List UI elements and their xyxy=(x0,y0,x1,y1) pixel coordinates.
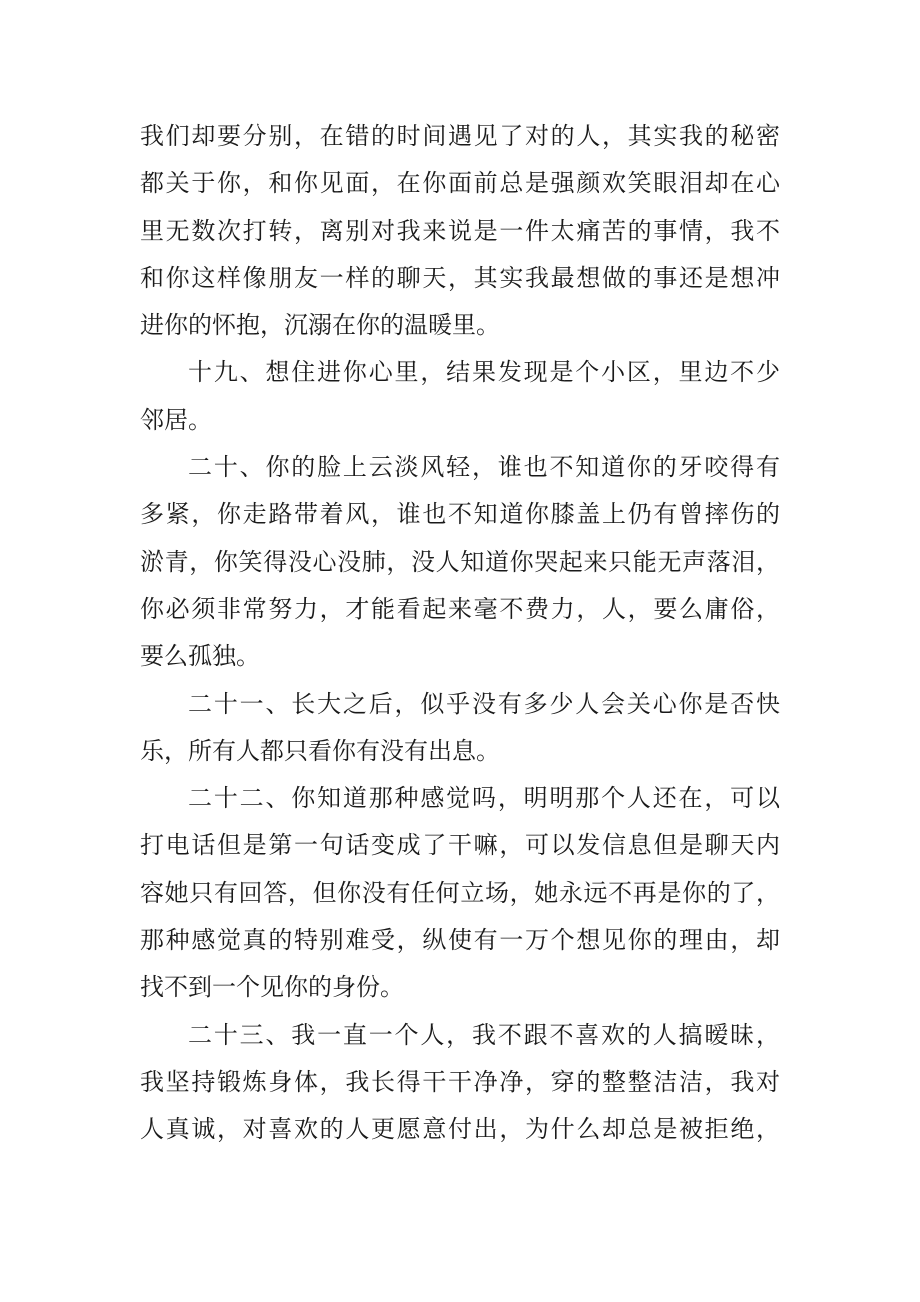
text-line: 二十一、长大之后，似乎没有多少人会关心你是否快 xyxy=(188,689,780,718)
text-line: 我坚持锻炼身体，我长得干干净净，穿的整整洁洁，我对 xyxy=(140,1067,780,1096)
text-line: 二十、你的脸上云淡风轻，谁也不知道你的牙咬得有 xyxy=(188,453,780,482)
document-page xyxy=(140,113,780,1154)
paragraph-23 xyxy=(140,1012,780,1154)
text-line: 要么孤独。 xyxy=(140,642,260,671)
text-line: 邻居。 xyxy=(140,405,212,434)
text-line: 二十三、我一直一个人，我不跟不喜欢的人搞暧昧， xyxy=(188,1020,780,1049)
text-line: 多紧，你走路带着风，谁也不知道你膝盖上仍有曾摔伤的 xyxy=(140,500,780,529)
text-line: 淤青，你笑得没心没肺，没人知道你哭起来只能无声落泪， xyxy=(140,547,780,576)
text-line: 那种感觉真的特别难受，纵使有一万个想见你的理由，却 xyxy=(140,926,780,955)
text-line: 进你的怀抱，沉溺在你的温暖里。 xyxy=(140,311,500,340)
paragraph-20 xyxy=(140,444,780,680)
paragraph-22 xyxy=(140,775,780,1011)
text-line: 人真诚，对喜欢的人更愿意付出，为什么却总是被拒绝， xyxy=(140,1115,780,1144)
text-line: 都关于你，和你见面，在你面前总是强颜欢笑眼泪却在心 xyxy=(140,169,780,198)
text-line: 二十二、你知道那种感觉吗，明明那个人还在，可以 xyxy=(188,784,780,813)
paragraph-21 xyxy=(140,681,780,776)
text-line: 乐，所有人都只看你有没有出息。 xyxy=(140,736,500,765)
text-line: 找不到一个见你的身份。 xyxy=(140,973,404,1002)
paragraph-18-continued xyxy=(140,113,780,349)
text-line: 十九、想住进你心里，结果发现是个小区，里边不少 xyxy=(188,358,780,387)
text-line: 你必须非常努力，才能看起来毫不费力，人，要么庸俗， xyxy=(140,594,780,623)
text-line: 我们却要分别，在错的时间遇见了对的人，其实我的秘密 xyxy=(140,122,780,150)
text-line: 和你这样像朋友一样的聊天，其实我最想做的事还是想冲 xyxy=(140,263,780,292)
text-line: 容她只有回答，但你没有任何立场，她永远不再是你的了， xyxy=(140,878,780,907)
paragraph-19 xyxy=(140,349,780,444)
text-line: 打电话但是第一句话变成了干嘛，可以发信息但是聊天内 xyxy=(140,831,780,860)
text-line: 里无数次打转，离别对我来说是一件太痛苦的事情，我不 xyxy=(140,216,780,245)
